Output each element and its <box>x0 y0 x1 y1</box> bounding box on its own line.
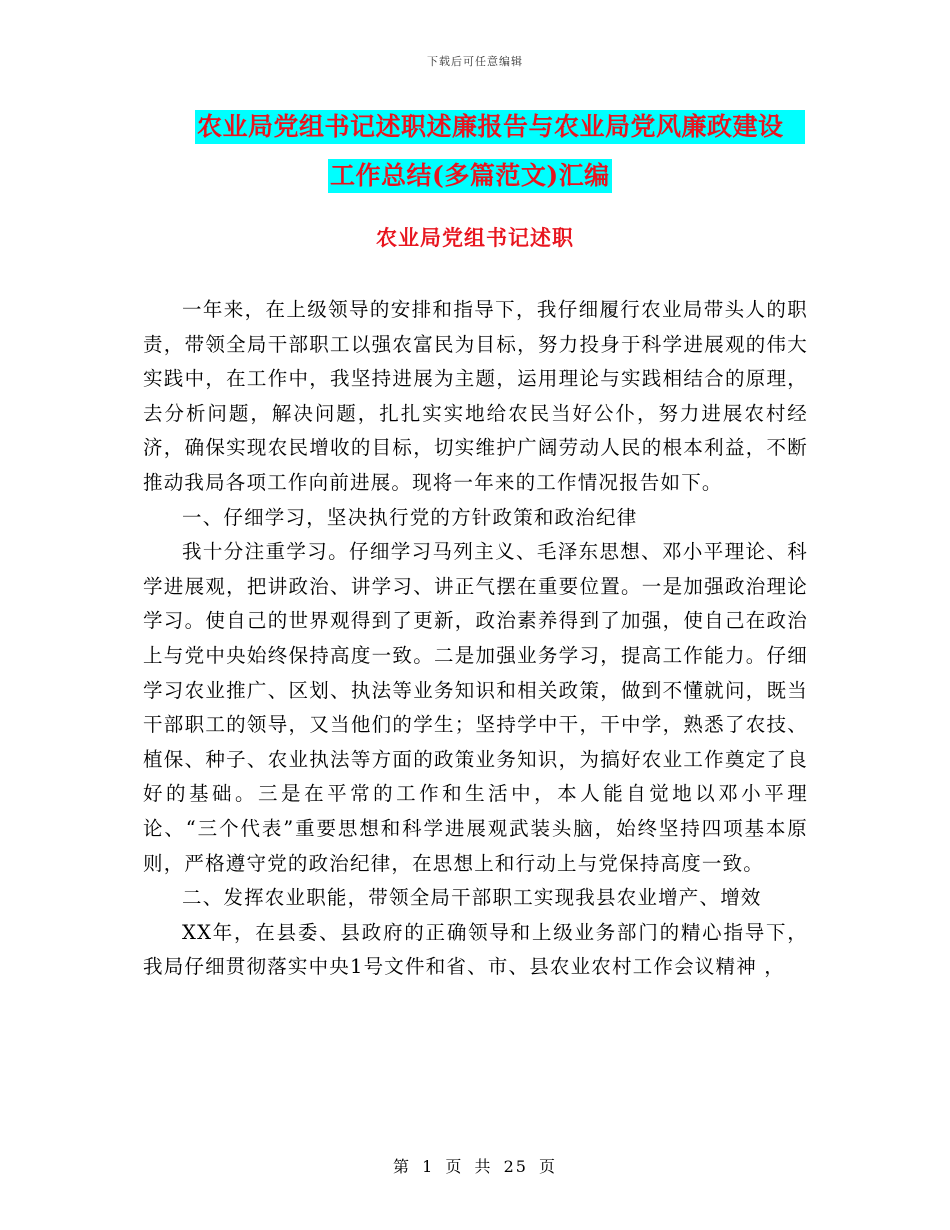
footer-total-pages: 25 <box>503 1157 528 1176</box>
footer-current-page: 1 <box>422 1157 435 1176</box>
footer-total-prefix: 共 <box>474 1157 493 1176</box>
section-heading: 农业局党组书记述职 <box>376 225 574 250</box>
paragraph-intro: 一年来，在上级领导的安排和指导下，我仔细履行农业局带头人的职责，带领全局干部职工以强农富民为目标，努力投身于科学进展观的伟大实践中，在工作中，我坚持进展为主题，运用理论与实践相结合的原理，去分析问题，解决问题，扎扎实实地给农民当好公仆，努力进展农村经济，确保实现农民增收的目标，切实维护广阔劳动人民的根本利益，不断推动我局各项工作向前进展。现将一年来的工作情况报告如下。 <box>143 298 808 494</box>
footer-prefix: 第 <box>392 1157 411 1176</box>
paragraph-heading-1: 一、仔细学习，坚决执行党的方针政策和政治纪律 <box>182 505 638 529</box>
page-footer <box>0 1154 950 1177</box>
footer-page-word: 页 <box>445 1157 464 1176</box>
title-line-2: 工作总结(多篇范文)汇编 <box>328 159 612 193</box>
body-text <box>143 293 808 985</box>
paragraph-heading-2: 二、发挥农业职能，带领全局干部职工实现我县农业增产、增效 <box>182 886 762 910</box>
paragraph-study: 我十分注重学习。仔细学习马列主义、毛泽东思想、邓小平理论、科学进展观，把讲政治、讲学习、讲正气摆在重要位置。一是加强政治理论学习。使自己的世界观得到了更新，政治素养得到了加强，使自己在政治上与党中央始终保持高度一致。二是加强业务学习，提高工作能力。仔细学习农业推广、区划、执法等业务知识和相关政策，做到不懂就问，既当干部职工的领导，又当他们的学生；坚持学中干，干中学，熟悉了农技、植保、种子、农业执法等方面的政策业务知识，为搞好农业工作奠定了良好的基础。三是在平常的工作和生活中，本人能自觉地以邓小平理论、“三个代表”重要思想和科学进展观武装头脑，始终坚持四项基本原则，严格遵守党的政治纪律，在思想上和行动上与党保持高度一致。 <box>143 540 808 875</box>
title-line-1: 农业局党组书记述职述廉报告与农业局党风廉政建设 <box>195 110 805 144</box>
header-note: 下载后可任意编辑 <box>427 55 523 68</box>
footer-suffix: 页 <box>539 1157 558 1176</box>
paragraph-xx-year: XX年，在县委、县政府的正确领导和上级业务部门的精心指导下，我局仔细贯彻落实中央1号文件和省、市、县农业农村工作会议精神 ， <box>143 920 808 979</box>
